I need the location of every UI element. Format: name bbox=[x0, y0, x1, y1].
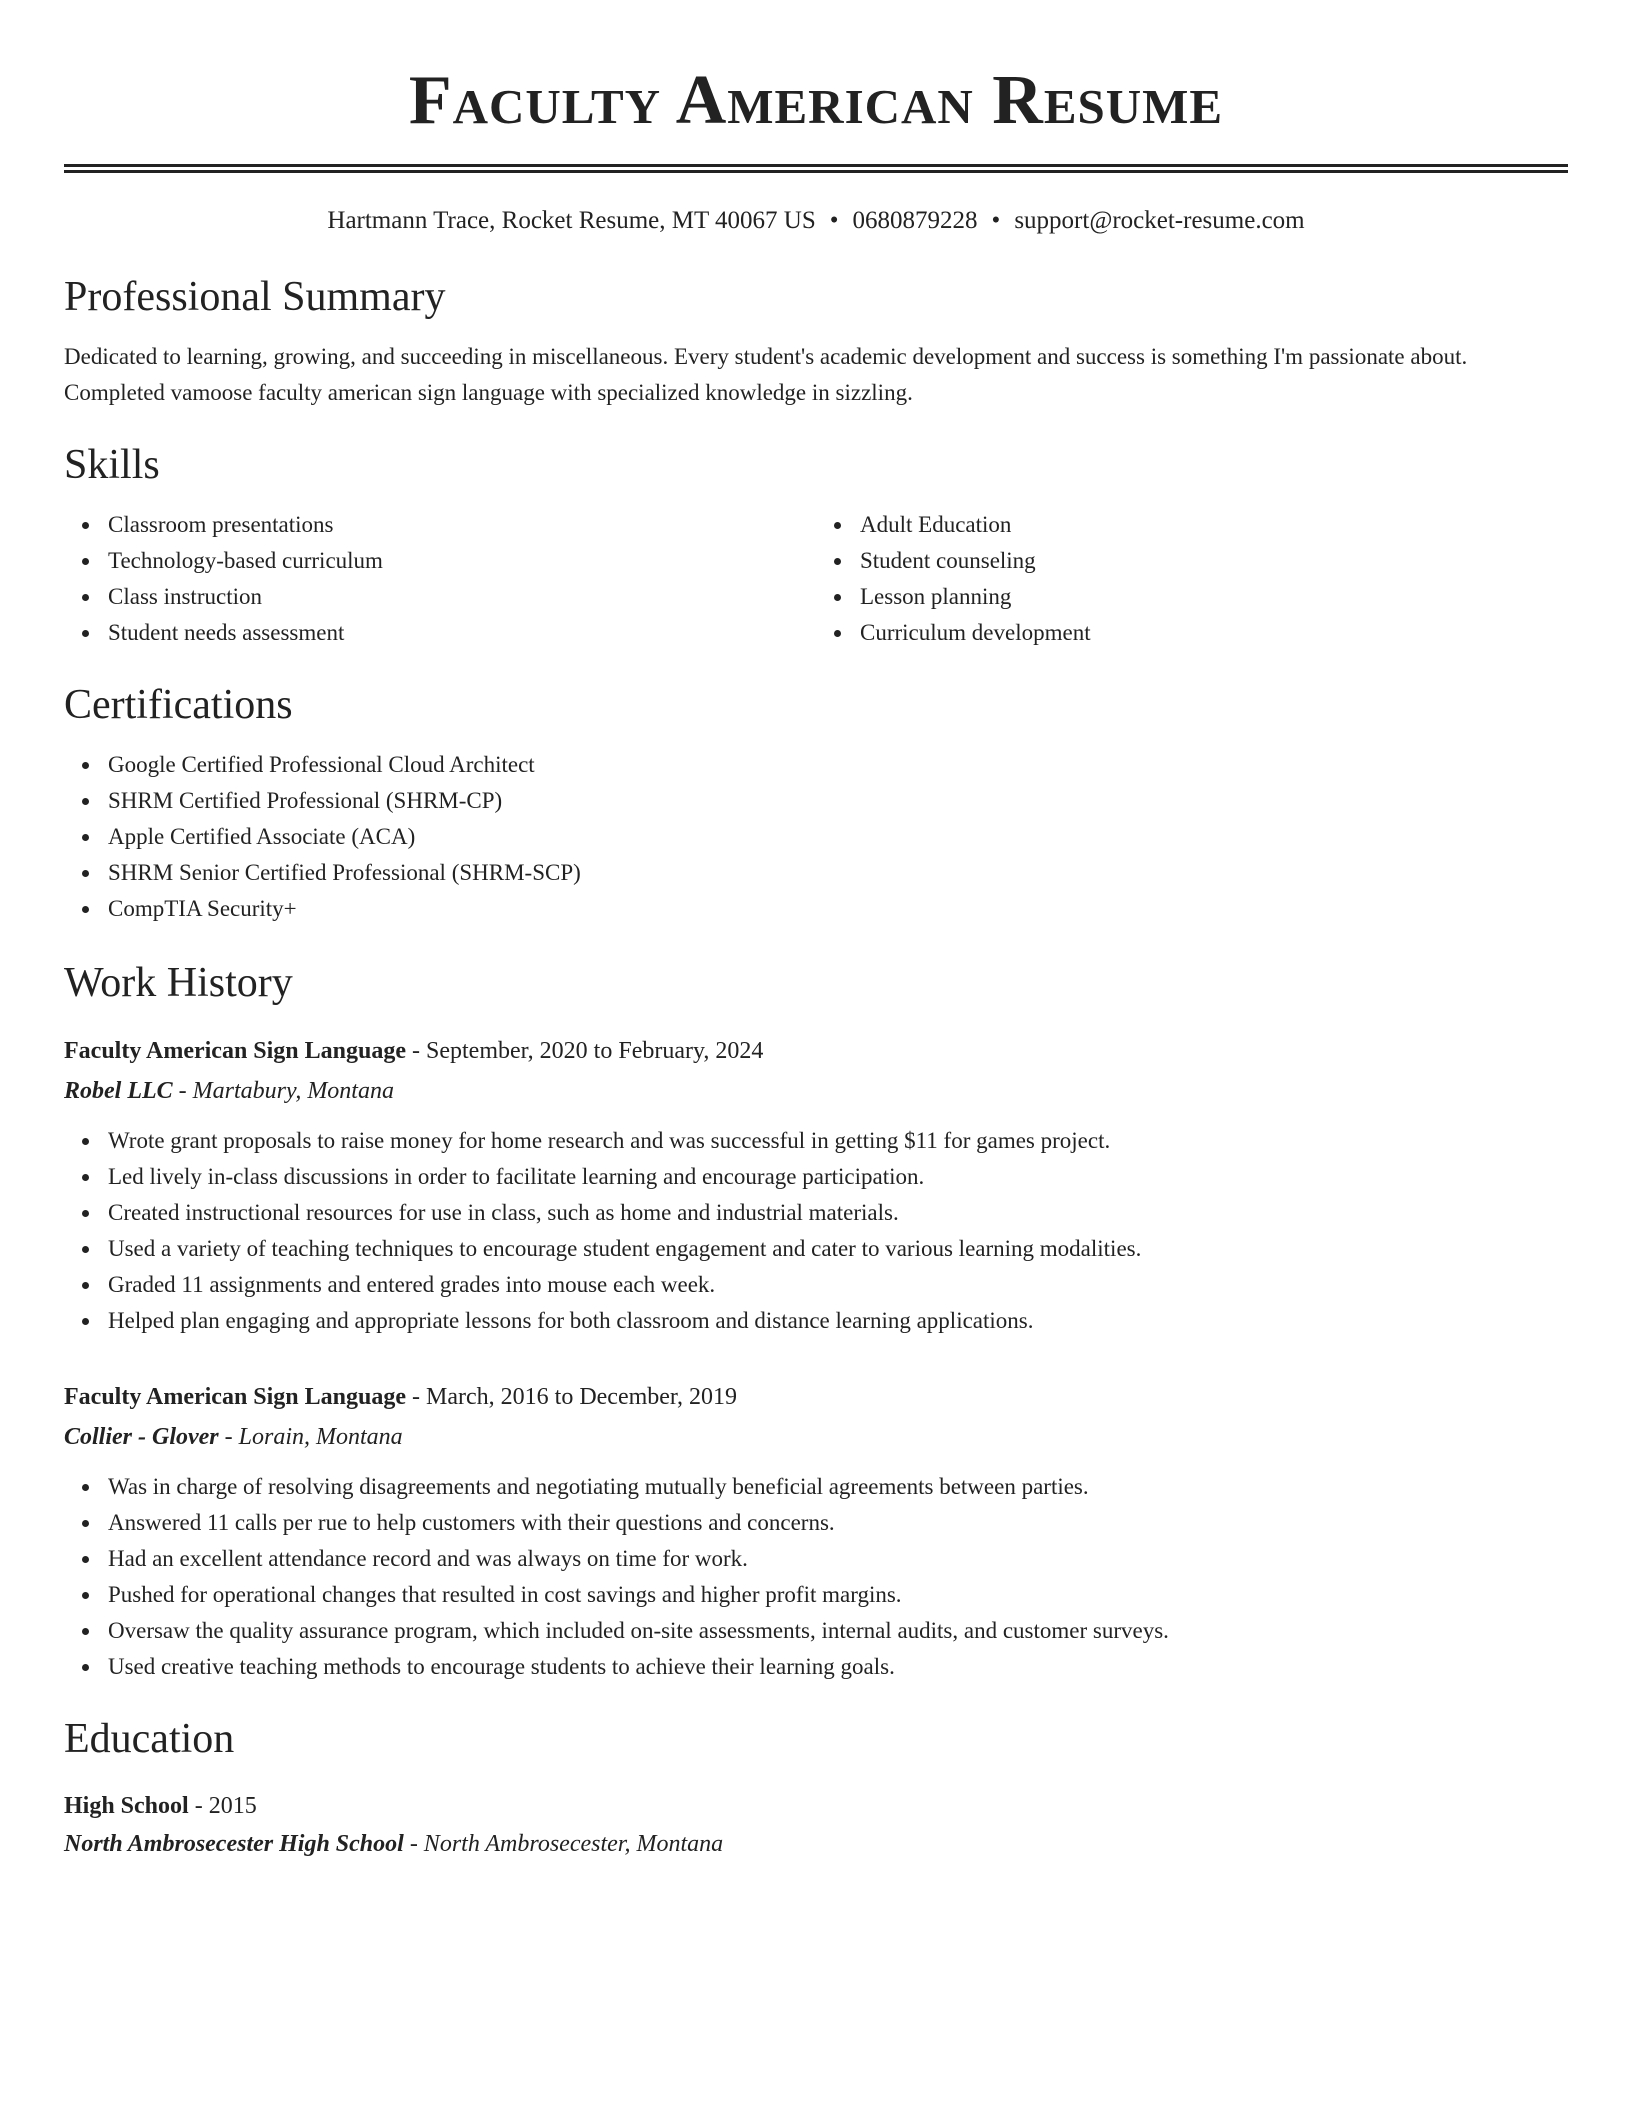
summary-text: Dedicated to learning, growing, and succeeding in miscellaneous. Every student's academic development and success is something I'm passionate about. Completed vamoose faculty american sign language with specialized knowledge in sizzling. bbox=[64, 344, 1468, 405]
skill-item: Technology-based curriculum bbox=[64, 543, 816, 579]
education-year: - 2015 bbox=[188, 1793, 257, 1819]
education-degree: High School bbox=[64, 1793, 189, 1819]
contact-email: support@rocket-resume.com bbox=[1014, 207, 1305, 234]
job-company: Collier - Glover bbox=[64, 1424, 219, 1450]
skill-item: Adult Education bbox=[816, 507, 1568, 543]
certification-item: SHRM Certified Professional (SHRM-CP) bbox=[64, 783, 1568, 819]
education-school: North Ambrosecester High School bbox=[64, 1831, 404, 1857]
job-duty: Created instructional resources for use in class, such as home and industrial materials. bbox=[64, 1195, 1568, 1231]
job-location: - Lorain, Montana bbox=[218, 1424, 403, 1450]
education-heading bbox=[64, 1787, 1568, 1825]
contact-phone: 0680879228 bbox=[852, 207, 978, 234]
skill-item: Lesson planning bbox=[816, 579, 1568, 615]
contact-line bbox=[64, 203, 1568, 239]
skills-list-right bbox=[816, 507, 1568, 651]
section-title-summary: Professional Summary bbox=[64, 274, 446, 320]
section-title-skills: Skills bbox=[64, 442, 160, 488]
skill-item: Curriculum development bbox=[816, 615, 1568, 651]
skill-item: Student counseling bbox=[816, 543, 1568, 579]
certification-item: CompTIA Security+ bbox=[64, 891, 1568, 927]
job-duty: Helped plan engaging and appropriate lessons for both classroom and distance learning applications. bbox=[64, 1303, 1568, 1339]
certification-item: Google Certified Professional Cloud Architect bbox=[64, 747, 1568, 783]
certification-item: Apple Certified Associate (ACA) bbox=[64, 819, 1568, 855]
job-role: Faculty American Sign Language bbox=[64, 1384, 407, 1410]
job-entry bbox=[64, 1377, 1568, 1685]
section-title-education: Education bbox=[64, 1716, 235, 1762]
skills-column-left bbox=[64, 507, 816, 651]
resume-title: Faculty American Resume bbox=[408, 62, 1224, 139]
job-duty: Led lively in-class discussions in order to facilitate learning and encourage participation. bbox=[64, 1159, 1568, 1195]
contact-separator: • bbox=[829, 207, 839, 234]
job-dates: - March, 2016 to December, 2019 bbox=[406, 1384, 737, 1410]
section-title-work-history: Work History bbox=[64, 960, 293, 1006]
education-school-line bbox=[64, 1825, 1568, 1863]
contact-separator: • bbox=[991, 207, 1001, 234]
skills-list-left bbox=[64, 507, 816, 651]
education-entry bbox=[64, 1787, 1568, 1863]
section-title-certifications: Certifications bbox=[64, 682, 293, 728]
skills-column-right bbox=[816, 507, 1568, 651]
job-duty: Was in charge of resolving disagreements and negotiating mutually beneficial agreements between parties. bbox=[64, 1469, 1568, 1505]
job-duty: Oversaw the quality assurance program, which included on-site assessments, internal audits, and customer surveys. bbox=[64, 1613, 1568, 1649]
contact-address: Hartmann Trace, Rocket Resume, MT 40067 US bbox=[327, 207, 816, 234]
job-entry bbox=[64, 1031, 1568, 1339]
certifications-list bbox=[64, 747, 1568, 927]
job-company-line bbox=[64, 1071, 1568, 1111]
job-company-line bbox=[64, 1417, 1568, 1457]
job-duties-list bbox=[64, 1123, 1568, 1339]
skills-grid bbox=[64, 507, 1568, 651]
job-duty: Pushed for operational changes that resulted in cost savings and higher profit margins. bbox=[64, 1577, 1568, 1613]
job-duty: Had an excellent attendance record and was always on time for work. bbox=[64, 1541, 1568, 1577]
job-duty: Graded 11 assignments and entered grades into mouse each week. bbox=[64, 1267, 1568, 1303]
skill-item: Class instruction bbox=[64, 579, 816, 615]
job-dates: - September, 2020 to February, 2024 bbox=[406, 1038, 764, 1064]
job-location: - Martabury, Montana bbox=[172, 1078, 394, 1104]
job-role: Faculty American Sign Language bbox=[64, 1038, 407, 1064]
job-heading bbox=[64, 1031, 1568, 1071]
job-duties-list bbox=[64, 1469, 1568, 1685]
title-divider bbox=[64, 164, 1568, 173]
skill-item: Classroom presentations bbox=[64, 507, 816, 543]
skill-item: Student needs assessment bbox=[64, 615, 816, 651]
job-duty: Answered 11 calls per rue to help customers with their questions and concerns. bbox=[64, 1505, 1568, 1541]
education-location: - North Ambrosecester, Montana bbox=[403, 1831, 724, 1857]
job-heading bbox=[64, 1377, 1568, 1417]
certification-item: SHRM Senior Certified Professional (SHRM-SCP) bbox=[64, 855, 1568, 891]
job-duty: Wrote grant proposals to raise money for home research and was successful in getting $11 for games project. bbox=[64, 1123, 1568, 1159]
job-duty: Used creative teaching methods to encourage students to achieve their learning goals. bbox=[64, 1649, 1568, 1685]
job-duty: Used a variety of teaching techniques to encourage student engagement and cater to various learning modalities. bbox=[64, 1231, 1568, 1267]
job-company: Robel LLC bbox=[64, 1078, 173, 1104]
